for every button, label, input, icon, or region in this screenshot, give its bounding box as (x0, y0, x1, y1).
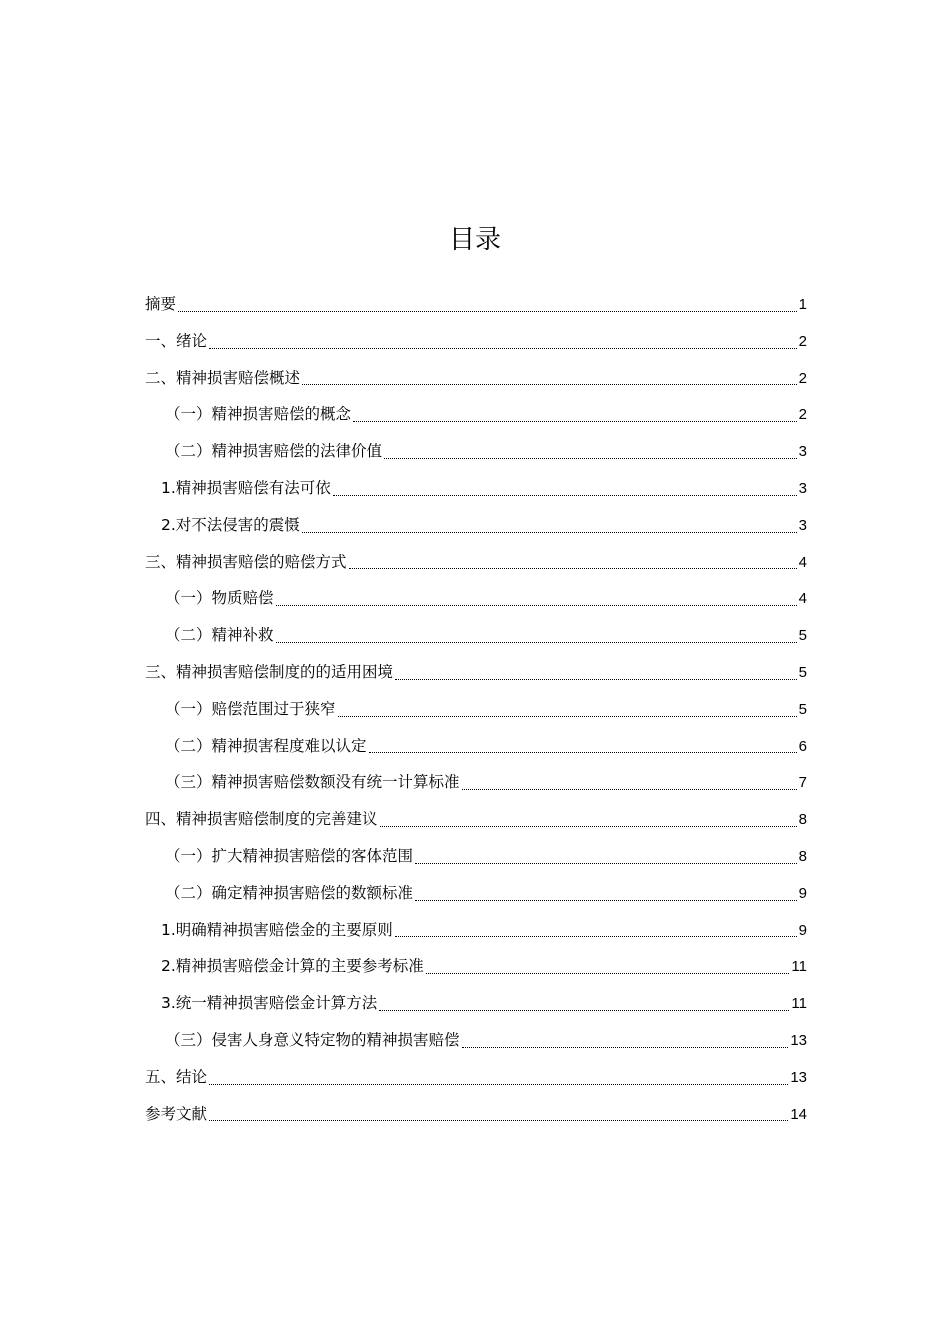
toc-entry-label: （二）精神补救 (165, 626, 274, 645)
toc-entry-page-number: 8 (798, 811, 807, 829)
toc-title: 目录 (448, 225, 501, 255)
toc-entry-page-number: 2 (798, 332, 807, 350)
toc-entry-page-number: 13 (790, 1031, 807, 1049)
dot-leader (395, 678, 797, 680)
toc-entry-label: （一）物质赔偿 (165, 589, 274, 608)
toc-entry-page-number: 11 (791, 958, 807, 976)
dot-leader (209, 1119, 788, 1121)
toc-entry[interactable] (145, 764, 807, 801)
dot-leader (415, 899, 797, 901)
toc-entry-page-number: 9 (798, 884, 807, 902)
toc-entry-label: （一）扩大精神损害赔偿的客体范围 (165, 846, 414, 865)
toc-entry-page-number: 3 (798, 443, 807, 461)
toc-entry-label: 2.对不法侵害的震慑 (161, 515, 300, 534)
dot-leader (395, 935, 797, 937)
toc-entry-page-number: 8 (798, 847, 807, 865)
toc-entry-label: （三）精神损害赔偿数额没有统一计算标准 (165, 773, 460, 792)
toc-entry-page-number: 11 (791, 995, 807, 1013)
toc-entry-label: 一、绪论 (145, 331, 208, 350)
toc-entry-label: 三、精神损害赔偿的赔偿方式 (145, 552, 347, 571)
dot-leader (384, 457, 797, 459)
toc-entry[interactable] (145, 875, 807, 912)
toc-entry[interactable] (145, 691, 807, 728)
toc-entry[interactable] (145, 1096, 807, 1133)
dot-leader (209, 1083, 788, 1085)
toc-entry-page-number: 4 (798, 553, 807, 571)
dot-leader (333, 494, 797, 496)
toc-entry-label: 摘要 (145, 295, 177, 313)
toc-entry[interactable] (145, 360, 807, 397)
dot-leader (415, 862, 797, 864)
dot-leader (353, 420, 797, 422)
toc-entry[interactable] (145, 544, 807, 581)
toc-entry[interactable] (145, 654, 807, 691)
dot-leader (379, 1009, 789, 1011)
toc-entry-label: （一）赔偿范围过于狭窄 (165, 699, 336, 718)
toc-entry[interactable] (145, 396, 807, 433)
toc-entry-page-number: 5 (798, 663, 807, 681)
toc-entry-page-number: 13 (790, 1068, 807, 1086)
toc-entry[interactable] (145, 580, 807, 617)
dot-leader (302, 531, 797, 533)
dot-leader (462, 788, 797, 790)
toc-entry[interactable] (145, 433, 807, 470)
toc-entry-label: 二、精神损害赔偿概述 (145, 368, 301, 387)
toc-entry-label: 1.精神损害赔偿有法可依 (161, 478, 331, 497)
toc-entry[interactable] (145, 948, 807, 985)
toc-entry-label: 2.精神损害赔偿金计算的主要参考标准 (161, 957, 424, 976)
toc-entry-label: 三、精神损害赔偿制度的的适用困境 (145, 662, 394, 681)
toc-entry-page-number: 5 (798, 627, 807, 645)
toc-entry[interactable] (145, 728, 807, 765)
toc-entry-page-number: 5 (798, 700, 807, 718)
toc-entry-label: 参考文献 (145, 1104, 208, 1123)
toc-entry-label: 四、精神损害赔偿制度的完善建议 (145, 810, 378, 829)
dot-leader (349, 567, 797, 569)
toc-entry-label: （二）确定精神损害赔偿的数额标准 (165, 883, 414, 902)
toc-entry[interactable] (145, 801, 807, 838)
toc-entry-page-number: 2 (798, 369, 807, 387)
dot-leader (276, 604, 797, 606)
table-of-contents (145, 286, 807, 1132)
toc-entry[interactable] (145, 1059, 807, 1096)
toc-entry-label: 3.统一精神损害赔偿金计算方法 (161, 994, 378, 1013)
toc-entry-page-number: 2 (798, 406, 807, 424)
toc-entry[interactable] (145, 985, 807, 1022)
toc-entry[interactable] (145, 617, 807, 654)
toc-entry-label: 1.明确精神损害赔偿金的主要原则 (161, 920, 393, 939)
dot-leader (426, 972, 790, 974)
toc-entry-page-number: 3 (798, 516, 807, 534)
toc-entry[interactable] (145, 286, 807, 323)
dot-leader (380, 825, 797, 827)
toc-entry-page-number: 7 (798, 774, 807, 792)
dot-leader (369, 751, 797, 753)
toc-entry[interactable] (145, 1022, 807, 1059)
toc-entry-label: （三）侵害人身意义特定物的精神损害赔偿 (165, 1030, 460, 1049)
dot-leader (338, 715, 797, 717)
toc-entry[interactable] (145, 507, 807, 544)
dot-leader (209, 347, 797, 349)
toc-entry-page-number: 6 (798, 737, 807, 755)
toc-entry-label: （二）精神损害赔偿的法律价值 (165, 442, 383, 461)
toc-entry-label: （一）精神损害赔偿的概念 (165, 405, 352, 424)
toc-entry[interactable] (145, 912, 807, 949)
dot-leader (178, 310, 797, 312)
dot-leader (462, 1046, 789, 1048)
toc-entry[interactable] (145, 838, 807, 875)
toc-entry-page-number: 4 (798, 590, 807, 608)
toc-entry-page-number: 1 (798, 296, 807, 313)
toc-entry-page-number: 14 (790, 1105, 807, 1123)
dot-leader (302, 383, 797, 385)
toc-entry[interactable] (145, 470, 807, 507)
toc-entry-label: 五、结论 (145, 1067, 208, 1086)
toc-entry-page-number: 3 (798, 479, 807, 497)
toc-entry[interactable] (145, 323, 807, 360)
toc-entry-page-number: 9 (798, 921, 807, 939)
dot-leader (276, 641, 797, 643)
toc-entry-label: （二）精神损害程度难以认定 (165, 736, 367, 755)
